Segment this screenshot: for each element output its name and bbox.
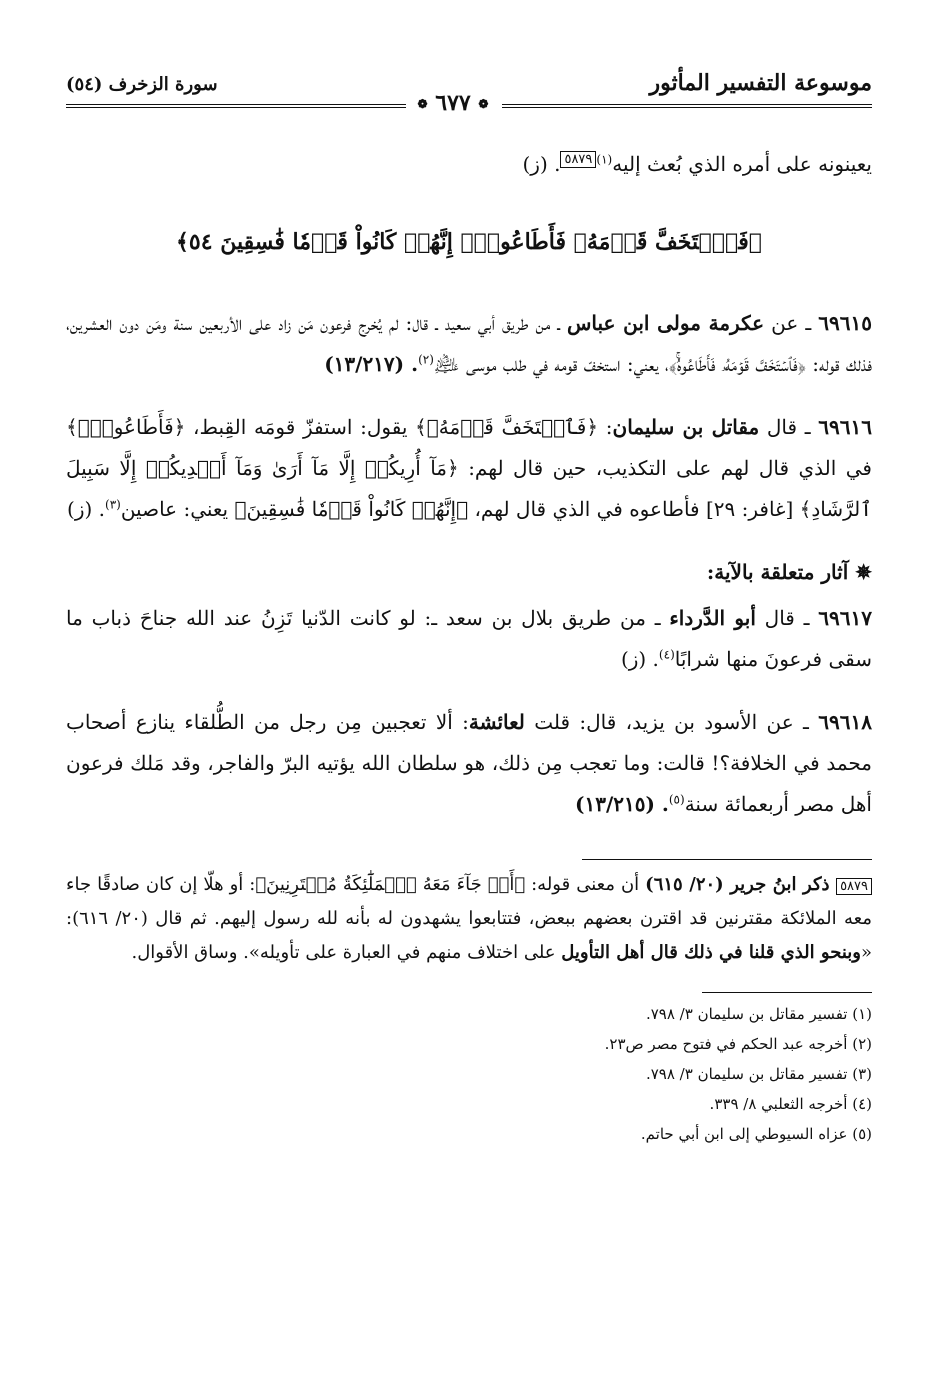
commentary-box-ref: ٥٨٧٩ [560,151,596,168]
header-rule-right [502,104,872,108]
footnote-item: (٢) أخرجه عبد الحكم في فتوح مصر ص٢٣. [604,1035,872,1053]
entry-69616 [66,407,872,530]
entry-text: ـ من طريق بلال بن سعد ـ: لو كانت الدّنيا تَزِنُ عند الله جناحَ ذباب ما سقى فرعونَ منها شرابًا [66,606,872,671]
page-number: ٦٧٧ [435,90,471,116]
entry-number: ٦٩٦١٧ [818,606,873,630]
commentary-text: أن معنى قوله: ﴿أَوۡ جَآءَ مَعَهُ ٱلۡمَلَٰٓئِكَةُ مُقۡتَرِنِينَ﴾: أو هلّا إن كان صادقًا جاء معه الملائكة مقترنين قد اقترن بعضهم ببعض، فتتابعوا يشهدون له بأنه لله رسول إليهم. ثم قال (٢٠/ ٦١٦): « [66,874,872,963]
entry-69618 [66,702,872,825]
footnote-marker: (٤) [658,647,675,662]
commentary-separator [582,859,872,860]
star-ornament-icon: ✵ [855,560,872,584]
continuation-paragraph [66,144,872,185]
footnotes [66,999,872,1149]
footnote-item: (٤) أخرجه الثعلبي ٨/ ٣٣٩. [709,1095,872,1113]
volume-reference: . (١٣/٢١٥) [574,792,669,816]
entry-text: : ﴿فَٱسۡتَخَفَّ قَوۡمَهُۥ﴾ يقول: استفزّ قومَه القِبط، ﴿فَأَطَاعُوهُۚ﴾ في الذي قال لهم على التكذيب، حين قال لهم: ﴿مَآ أُرِيكُمۡ إِلَّا مَآ أَرَىٰ وَمَآ أَهۡدِيكُمۡ إِلَّا سَبِيلَ ٱلرَّشَادِ﴾ [غافر: ٢٩] فأطاعوه في الذي قال لهم، ﴿إِنَّهُمۡ كَانُواْ قَوۡمٗا فَٰسِقِينَ﴾ يعني: عاصين [66,415,872,521]
page [66,60,872,1360]
entry-number: ٦٩٦١٦ [818,415,872,439]
source-code: . (ز) [620,647,659,671]
entry-number: ٦٩٦١٥ [818,311,872,335]
footnote-separator [702,992,872,993]
entry-69617 [66,598,872,680]
entry-number: ٦٩٦١٨ [818,710,872,734]
commentary-lead: ذكر ابنُ جرير [723,874,837,895]
surah-title: سورة الزخرف (٥٤) [66,74,218,95]
narrator-name: لعائشة [468,710,525,734]
commentary-bold-quote: وبنحو الذي قلنا في ذلك قال أهل التأويل [561,942,861,963]
footnote-marker: (١) [596,152,613,167]
quran-verse: ﴿فَٱسۡتَخَفَّ قَوۡمَهُۥ فَأَطَاعُوهُۚ إِنَّهُمۡ كَانُواْ قَوۡمٗا فَٰسِقِينَ ٥٤﴾ [176,229,762,255]
commentary-block [66,868,872,970]
footnote-marker: (٢) [418,352,434,367]
footnote-marker: (٥) [668,792,685,807]
entry-69615 [66,303,872,385]
entry-pre: ـ قال [759,415,819,439]
footnote-item: (٥) عزاه السيوطي إلى ابن أبي حاتم. [640,1125,872,1143]
header-rule-left [66,104,406,108]
footnote-marker: (٣) [105,497,121,512]
entry-text: : ألا تعجبين مِن رجل من الطُّلقاء ينازع أصحاب محمد في الخلافة؟! قالت: وما تعجب مِن ذلك، هو سلطان الله يؤتيه البرّ والفاجر، وقد مَلك فرعون أهل مصر أربعمائة سنة [66,710,872,816]
continuation-text: يعينونه على أمره الذي بُعث إليه [612,152,872,176]
page-number-block [410,90,496,116]
book-title: موسوعة التفسير المأثور [649,70,872,96]
commentary-cite: (٢٠/ ٦١٥) [645,874,724,895]
ornament-icon: ❁ [478,97,489,111]
footnote-item: (٣) تفسير مقاتل بن سليمان ٣/ ٧٩٨. [645,1065,872,1083]
entry-text: ـ من طريق أبي سعيد ـ قال: لم يُخرج فرعون مَن زاد على الأربعين سنة ومَن دون العشرين، فذلك قوله: ﴿فَٱسۡتَخَفَّ قَوۡمَهُۥ فَأَطَاعُوهُۚ﴾، يعني: استخفّ قومه في طلب موسى ﵇ [66,311,872,376]
entry-pre: ـ قال [755,606,819,630]
narrator-name: عكرمة مولى ابن عباس [566,311,765,335]
volume-reference: . (١٣/٢١٧) [324,352,419,376]
commentary-text-end: على اختلاف منهم في العبارة على تأويله». وساق الأقوال. [131,942,562,963]
footnote-item: (١) تفسير مقاتل بن سليمان ٣/ ٧٩٨. [645,1005,872,1023]
commentary-paragraph [66,868,872,970]
ornament-icon: ❁ [417,97,428,111]
source-code: . (ز) [522,152,561,176]
page-header [66,60,872,118]
entry-pre: ـ عن [764,311,819,335]
narrator-name: أبو الدَّرداء [669,606,756,630]
narrator-name: مقاتل بن سليمان [612,415,760,439]
source-code: . (ز) [67,497,105,521]
entry-pre: ـ عن الأسود بن يزيد، قال: قلت [524,710,819,734]
commentary-box-number: ٥٨٧٩ [836,878,872,895]
section-heading [66,560,872,584]
section-heading-text: آثار متعلقة بالآية: [706,560,849,584]
